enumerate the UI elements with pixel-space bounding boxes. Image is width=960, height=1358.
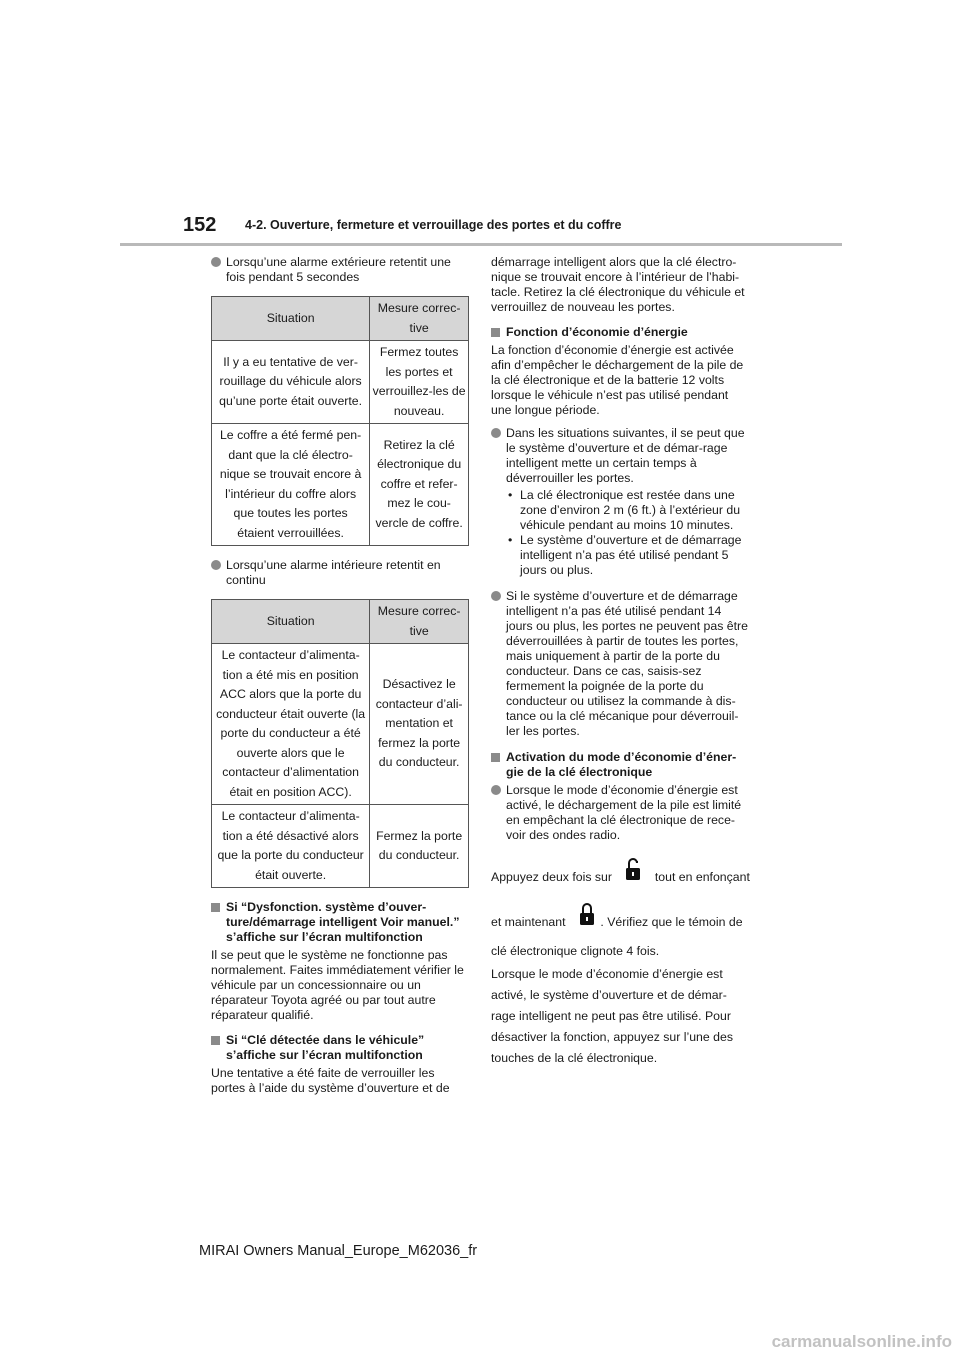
bullet-energy-mode (491, 783, 751, 843)
text-line: désactiver la fonction, appuyez sur l’une des (491, 1030, 733, 1044)
table-cell: Le contacteur d’alimenta-tion a été mis en position ACC alors que la porte du conducteur était ouverte (la porte du conducteur a été ouverte alors que le contacteur d’alimentation était en position ACC). (212, 644, 370, 805)
subhead-energy-saving (491, 325, 751, 340)
unlock-icon (625, 857, 641, 881)
bullet-dot-icon (211, 560, 221, 570)
table-header-row (212, 297, 469, 341)
square-bullet-icon (211, 903, 220, 912)
instruction-text: et maintenant (491, 915, 566, 929)
table-cell: Le contacteur d’alimenta-tion a été désactivé alors que la porte du conducteur était ouverte. (212, 805, 370, 888)
bullet-dot-icon (491, 785, 501, 795)
table-cell: Fermez toutes les portes et verrouillez-les de nouveau. (370, 341, 469, 424)
text-line: rage intelligent ne peut pas être utilisé. Pour (491, 1009, 731, 1023)
instruction-text: . Vérifiez que le témoin de (600, 915, 743, 929)
header-measure: Mesure correc-tive (370, 600, 469, 644)
instruction-line-2 (491, 902, 751, 933)
table-cell: Fermez la porte du conducteur. (370, 805, 469, 888)
page-number: 152 (183, 214, 217, 236)
square-bullet-icon (211, 1036, 220, 1045)
table-cell: Retirez la clé électronique du coffre et refer-mez le cou-vercle de coffre. (370, 424, 469, 546)
table-row (212, 341, 469, 424)
square-bullet-icon (491, 328, 500, 337)
table-row (212, 424, 469, 546)
bullet-14-days (491, 589, 751, 739)
subhead-text: Fonction d’économie d’énergie (506, 325, 688, 339)
list-item: • Le système d’ouverture et de démarrage intelligent n’a pas été utilisé pendant 5 jours ou plus. (506, 533, 751, 578)
table-cell: Le coffre a été fermé pen-dant que la clé électro-nique se trouvait encore à l’intérieur du coffre alors que toutes les portes étaient verrouillées. (212, 424, 370, 546)
subhead-key-detected (211, 1033, 469, 1063)
footer-manual-id: MIRAI Owners Manual_Europe_M62036_fr (199, 1243, 478, 1259)
table-cell: Il y a eu tentative de ver-rouillage du véhicule alors qu’une porte était ouverte. (212, 341, 370, 424)
subhead-key-energy-mode (491, 750, 751, 780)
right-column (491, 255, 751, 1069)
table-row (212, 644, 469, 805)
header-situation: Situation (212, 297, 370, 341)
list-item: • La clé électronique est restée dans une zone d’environ 2 m (6 ft.) à l’extérieur du véhicule pendant au moins 10 minutes. (506, 488, 751, 533)
instruction-text: Appuyez deux fois sur (491, 870, 612, 884)
watermark: carmanualsonline.info (771, 1332, 952, 1351)
bullet-text: Lorsqu’une alarme extérieure retentit une fois pendant 5 secondes (226, 255, 451, 284)
square-bullet-icon (491, 753, 500, 762)
subhead-malfunction (211, 900, 469, 945)
bullet-text: Dans les situations suivantes, il se peut que le système d’ouverture et de démar-rage intelligent mette un certain temps à déverrouiller les portes. (506, 426, 745, 485)
header-measure: Mesure correc-tive (370, 297, 469, 341)
paragraph-key-detected: Une tentative a été faite de verrouiller les portes à l’aide du système d’ouverture et de (211, 1066, 450, 1095)
bullet-delay (491, 426, 751, 578)
bullet-interior-alarm (211, 558, 469, 588)
subhead-text: Si “Clé détectée dans le véhicule” s’affiche sur l’écran multifonction (226, 1033, 425, 1062)
section-title: 4-2. Ouverture, fermeture et verrouillage des portes et du coffre (245, 218, 622, 232)
paragraph-final (491, 964, 751, 1069)
instruction-line-1 (491, 857, 751, 888)
subhead-text: Activation du mode d’économie d’éner-gie de la clé électronique (506, 750, 737, 779)
header-divider (120, 243, 842, 246)
paragraph-malfunction: Il se peut que le système ne fonctionne pas normalement. Faites immédiatement vérifier le véhicule par un concessionnaire ou un réparateur Toyota agréé ou par tout autre réparateur qualifié. (211, 948, 464, 1022)
exterior-alarm-table (211, 296, 469, 546)
header-situation: Situation (212, 600, 370, 644)
bullet-text: Lorsqu’une alarme intérieure retentit en continu (226, 558, 441, 587)
bullet-text: Si le système d’ouverture et de démarrage intelligent n’a pas été utilisé pendant 14 jours ou plus, les portes ne peuvent pas être déverrouillées à partir de toutes les portes, mais uniquement à partir de la porte du conducteur. Dans ce cas, saisis-sez fermement la poignée de la porte du conducteur ou utilisez la commande à dis-tance ou la clé mécanique pour déverrouil-ler les portes. (506, 589, 748, 738)
delay-conditions-list (506, 488, 751, 578)
text-line: touches de la clé électronique. (491, 1051, 658, 1065)
left-column (211, 255, 469, 1104)
bullet-dot-icon (491, 428, 501, 438)
table-cell: Désactivez le contacteur d’ali-mentation et fermez la porte du conducteur. (370, 644, 469, 805)
instruction-line-3: clé électronique clignote 4 fois. (491, 944, 660, 958)
bullet-text: Lorsque le mode d’économie d’énergie est activé, le déchargement de la pile est limité en empêchant la clé électronique de rece-voir des ondes radio. (506, 783, 742, 842)
paragraph-energy-saving: La fonction d’économie d’énergie est activée afin d’empêcher le déchargement de la pile de la clé électronique et de la batterie 12 volts lorsque le véhicule n’est pas utilisé pendant une longue période. (491, 343, 744, 417)
subhead-text: Si “Dysfonction. système d’ouver-ture/démarrage intelligent Voir manuel.” s’affiche sur l’écran multifonction (226, 900, 460, 944)
interior-alarm-table (211, 599, 469, 888)
bullet-exterior-alarm (211, 255, 469, 285)
paragraph-continued: démarrage intelligent alors que la clé électro-nique se trouvait encore à l’intérieur de l’habi-tacle. Retirez la clé électronique du véhicule et verrouillez de nouveau les portes. (491, 255, 745, 314)
text-line: activé, le système d’ouverture et de démar- (491, 988, 727, 1002)
bullet-dot-icon (211, 257, 221, 267)
text-line: Lorsque le mode d’économie d’énergie est (491, 967, 723, 981)
table-row (212, 805, 469, 888)
instruction-text: tout en enfonçant (654, 870, 750, 884)
lock-icon (579, 902, 595, 926)
bullet-dot-icon (491, 591, 501, 601)
table-header-row (212, 600, 469, 644)
